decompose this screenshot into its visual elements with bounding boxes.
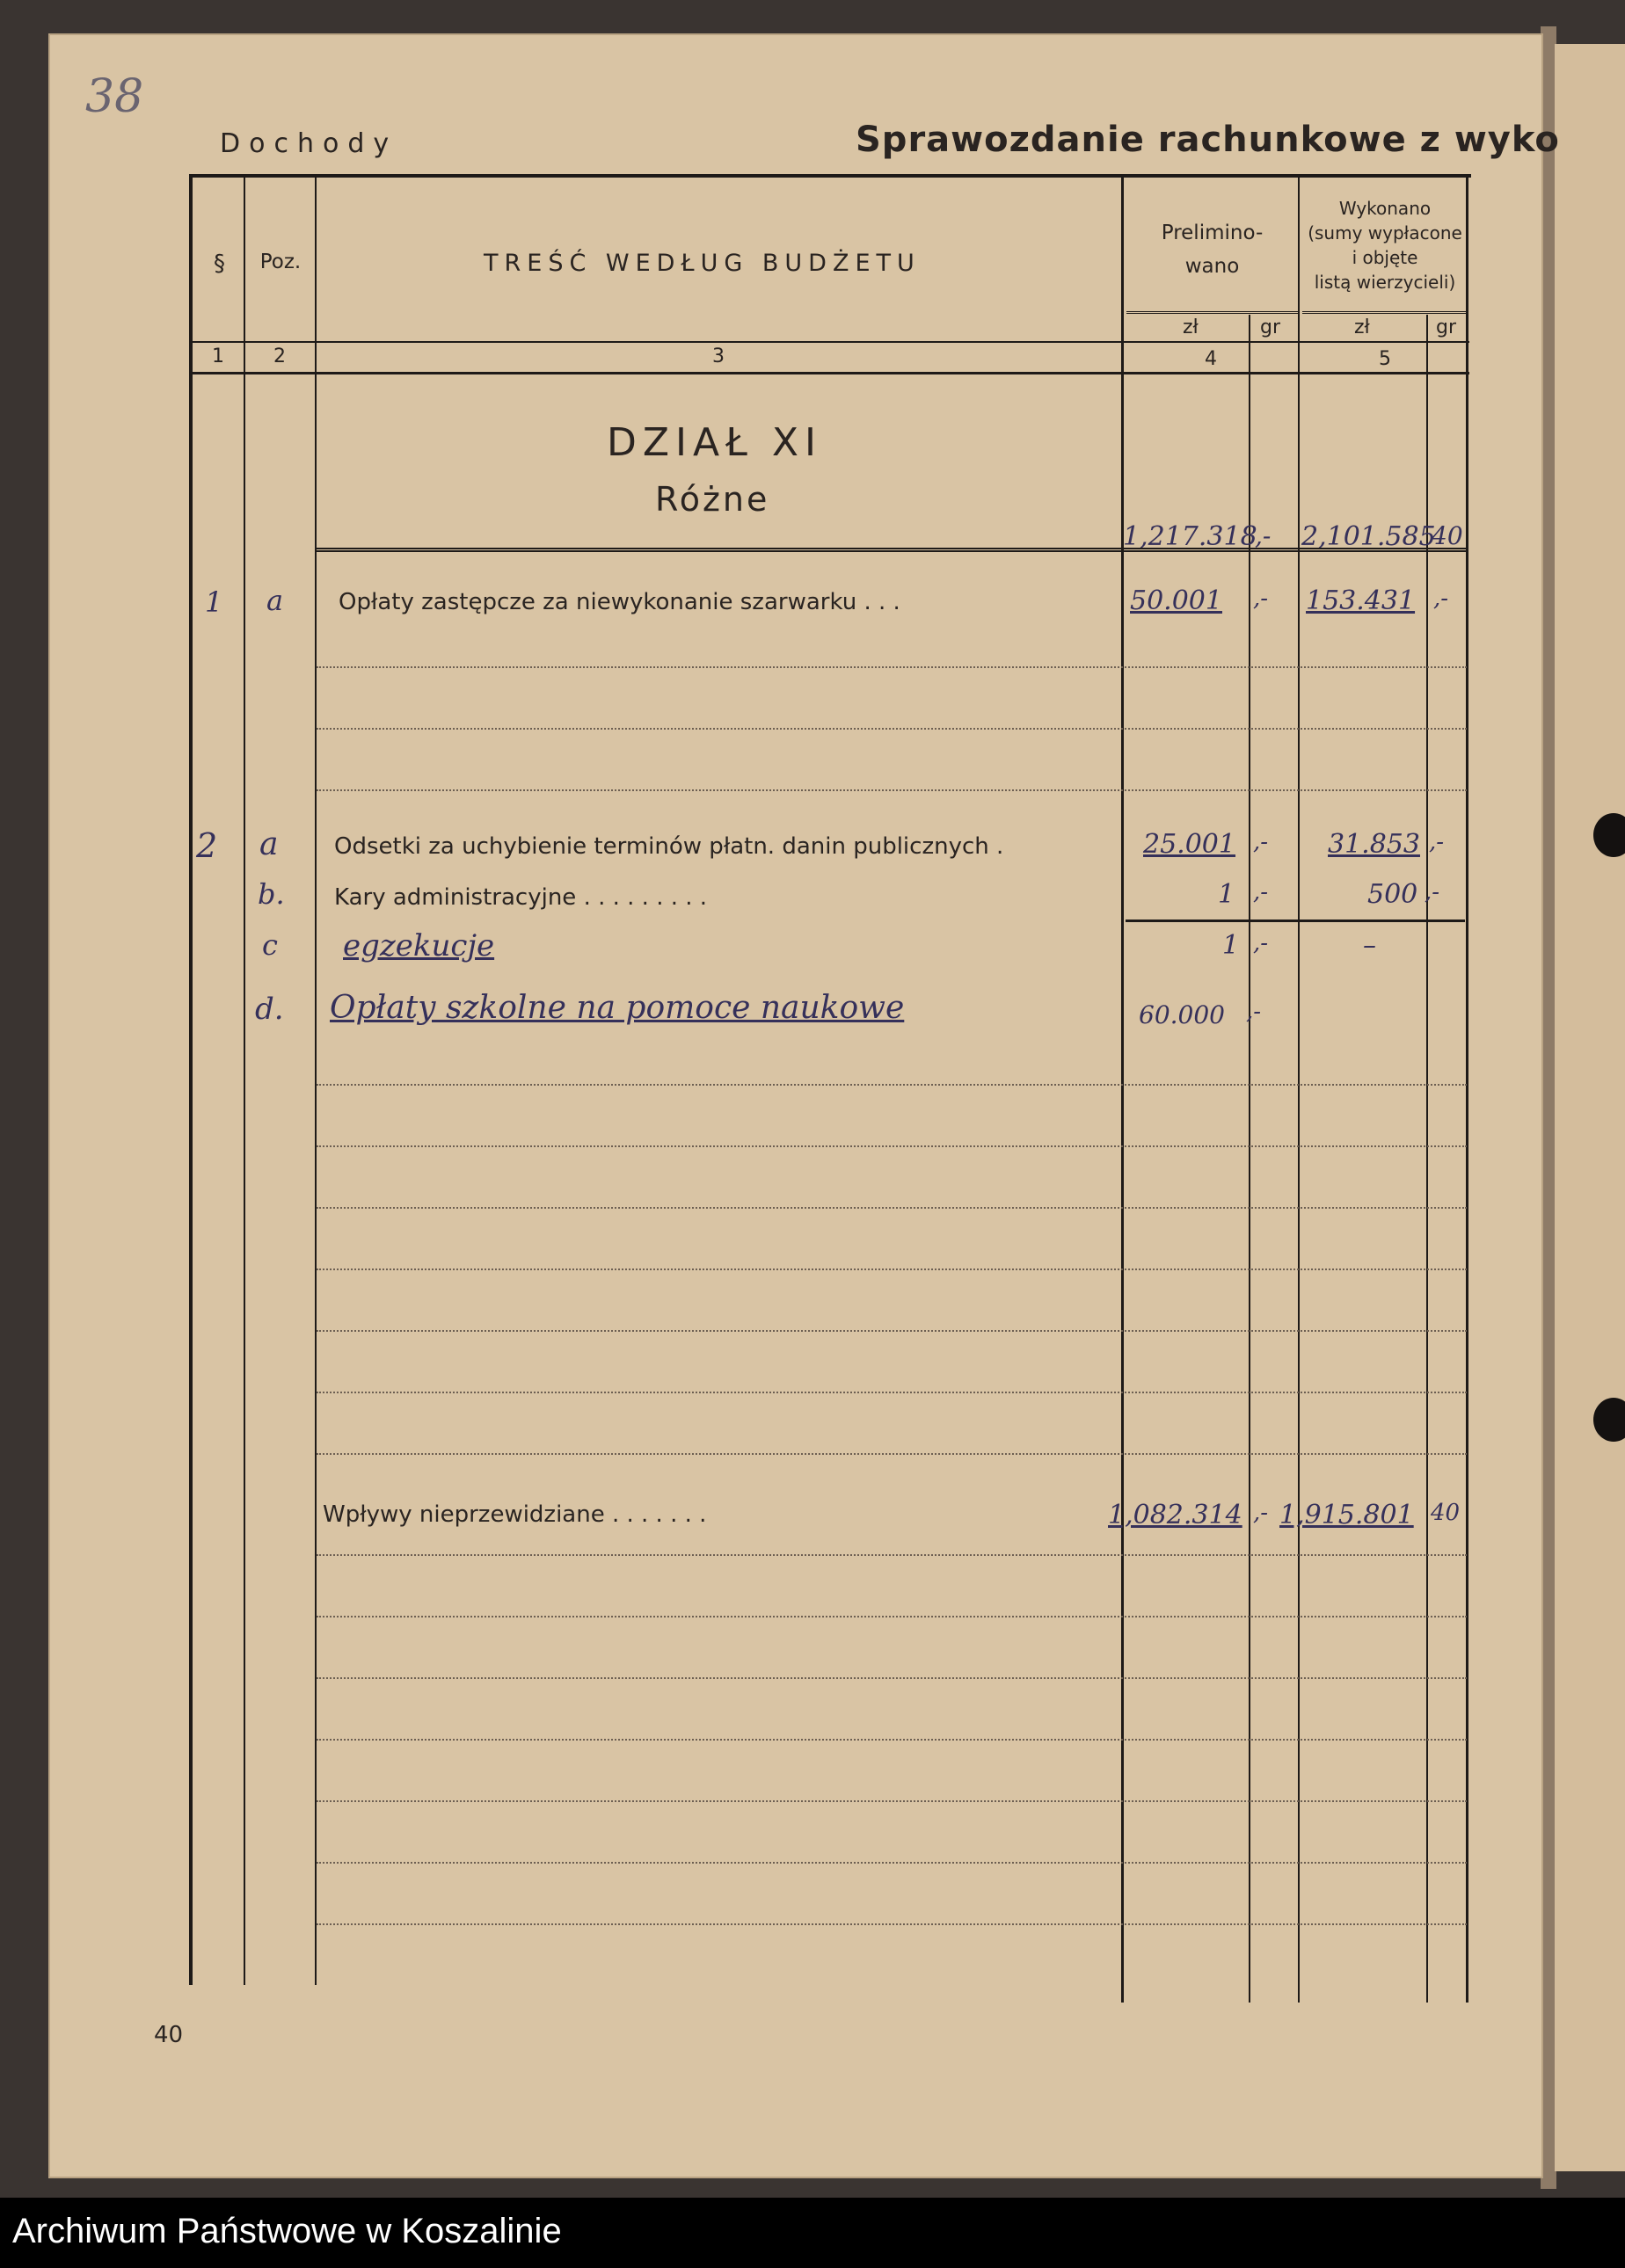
col-num-5: 5 xyxy=(1379,348,1391,370)
row-par: 2 xyxy=(196,826,218,865)
section-total-exec: 2,101.585 xyxy=(1301,521,1436,552)
row-poz: b. xyxy=(258,877,285,911)
col-exec-header-1: Wykonano xyxy=(1338,198,1432,219)
row-text: Opłaty zastępcze za niewykonanie szarwarku . . . xyxy=(339,589,900,615)
left-header: Dochody xyxy=(220,128,398,159)
table-right-border xyxy=(1466,174,1468,2003)
row-exec-gr: ,- xyxy=(1433,585,1449,612)
ruling-line xyxy=(317,1268,1467,1270)
unit-gr: gr xyxy=(1436,316,1457,338)
ruling-line xyxy=(317,1677,1467,1679)
row-plan-gr: ,- xyxy=(1253,585,1269,612)
row-poz: d. xyxy=(255,992,284,1027)
row-exec-zl: 153.431 xyxy=(1306,585,1416,616)
row-par: 1 xyxy=(205,585,223,619)
col-exec-header-2: (sumy wypłacone xyxy=(1308,222,1462,244)
row-exec-gr: ,- xyxy=(1425,879,1440,905)
ruling-line xyxy=(317,666,1467,668)
row-exec-zl: 500 xyxy=(1367,879,1418,910)
archive-footer xyxy=(0,2198,1625,2268)
row-plan-zl: 25.001 xyxy=(1143,829,1235,860)
ruling-line xyxy=(317,1554,1467,1556)
unforeseen-exec-zl: 1,915.801 xyxy=(1279,1500,1414,1530)
col-divider xyxy=(244,174,245,1985)
unforeseen-text: Wpływy nieprzewidziane . . . . . . . xyxy=(323,1501,707,1528)
corner-mark: 38 xyxy=(85,70,144,123)
gr-divider xyxy=(1249,315,1250,2003)
section-title: DZIAŁ XI xyxy=(607,420,822,465)
archive-footer-text: Archiwum Państwowe w Koszalinie xyxy=(12,2212,562,2250)
ruling-line xyxy=(317,1862,1467,1864)
col-num-4: 4 xyxy=(1205,348,1217,370)
row-poz: a xyxy=(259,826,279,862)
ruling-line xyxy=(317,1739,1467,1741)
unit-separator xyxy=(1302,311,1468,314)
col-poz-header: Poz. xyxy=(259,251,302,273)
row-plan-zl: 1 xyxy=(1218,879,1235,910)
row-text: Odsetki za uchybienie terminów płatn. danin publicznych . xyxy=(334,833,1004,860)
unit-zl: zł xyxy=(1354,316,1370,338)
unforeseen-exec-gr: 40 xyxy=(1431,1500,1461,1526)
row-poz: a xyxy=(266,584,284,617)
row-plan-gr: ,- xyxy=(1253,930,1269,956)
row-plan-zl: 50.001 xyxy=(1130,585,1222,616)
unit-separator xyxy=(1126,311,1298,314)
page-number: 40 xyxy=(154,2022,184,2048)
col-exec-header-3: i objęte xyxy=(1352,247,1418,268)
row-exec-zl: 31.853 xyxy=(1328,829,1420,860)
col-num-2: 2 xyxy=(273,345,286,367)
col-num-3: 3 xyxy=(712,345,725,367)
col-num-1: 1 xyxy=(212,345,224,367)
ruling-line xyxy=(317,1392,1467,1393)
row-plan-gr: ,- xyxy=(1253,829,1269,855)
table-left-border xyxy=(189,174,193,1985)
unit-zl: zł xyxy=(1183,316,1199,338)
col-plan-header-1: Prelimino- xyxy=(1161,222,1264,244)
section-total-exec-gr: 40 xyxy=(1432,521,1463,550)
ruling-line xyxy=(317,1923,1467,1925)
unforeseen-plan-gr: ,- xyxy=(1253,1500,1269,1526)
gr-divider xyxy=(1426,315,1428,2003)
row-text: Kary administracyjne . . . . . . . . . xyxy=(334,884,708,911)
header-bottom-line xyxy=(189,372,1469,374)
row-text-handwritten: egzekucje xyxy=(343,928,495,963)
section-total-plan: 1,217.318 xyxy=(1123,521,1257,552)
header-number-line xyxy=(189,341,1469,343)
row-plan-zl: 1 xyxy=(1222,930,1240,961)
row-plan-zl: 60.000 xyxy=(1139,1000,1225,1029)
ruling-line xyxy=(317,1616,1467,1617)
row-text-handwritten: Opłaty szkolne na pomoce naukowe xyxy=(330,990,905,1026)
subtotal-rule xyxy=(1126,920,1465,922)
col-exec-header-4: listą wierzycieli) xyxy=(1314,272,1456,293)
section-subtitle: Różne xyxy=(655,480,770,519)
col-paragraph-header: § xyxy=(214,251,225,277)
unit-gr: gr xyxy=(1260,316,1281,338)
ruling-line xyxy=(317,1207,1467,1209)
row-exec-gr: ,- xyxy=(1429,829,1445,855)
ruling-line xyxy=(317,789,1467,791)
col-plan-header-2: wano xyxy=(1184,255,1240,278)
row-plan-gr: ,- xyxy=(1253,879,1269,905)
section-double-rule xyxy=(317,548,1468,552)
row-exec-zl: – xyxy=(1363,930,1376,961)
next-page-edge xyxy=(1555,44,1625,2171)
col-divider xyxy=(1121,174,1124,2003)
right-header: Sprawozdanie rachunkowe z wyko xyxy=(856,120,1560,160)
col-content-header: TREŚĆ WEDŁUG BUDŻETU xyxy=(484,250,921,277)
col-divider xyxy=(1298,174,1300,2003)
col-divider xyxy=(315,174,317,1985)
ruling-line xyxy=(317,1084,1467,1086)
ruling-line xyxy=(317,1145,1467,1147)
section-total-plan-gr: ,- xyxy=(1255,521,1272,550)
table-top-border xyxy=(189,174,1471,178)
unforeseen-plan-zl: 1,082.314 xyxy=(1108,1500,1242,1530)
ruling-line xyxy=(317,728,1467,730)
row-plan-gr: ,- xyxy=(1246,999,1262,1025)
document-page xyxy=(48,33,1560,2178)
row-poz: c xyxy=(262,928,278,962)
ruling-line xyxy=(317,1330,1467,1332)
ruling-line xyxy=(317,1453,1467,1455)
ruling-line xyxy=(317,1800,1467,1802)
